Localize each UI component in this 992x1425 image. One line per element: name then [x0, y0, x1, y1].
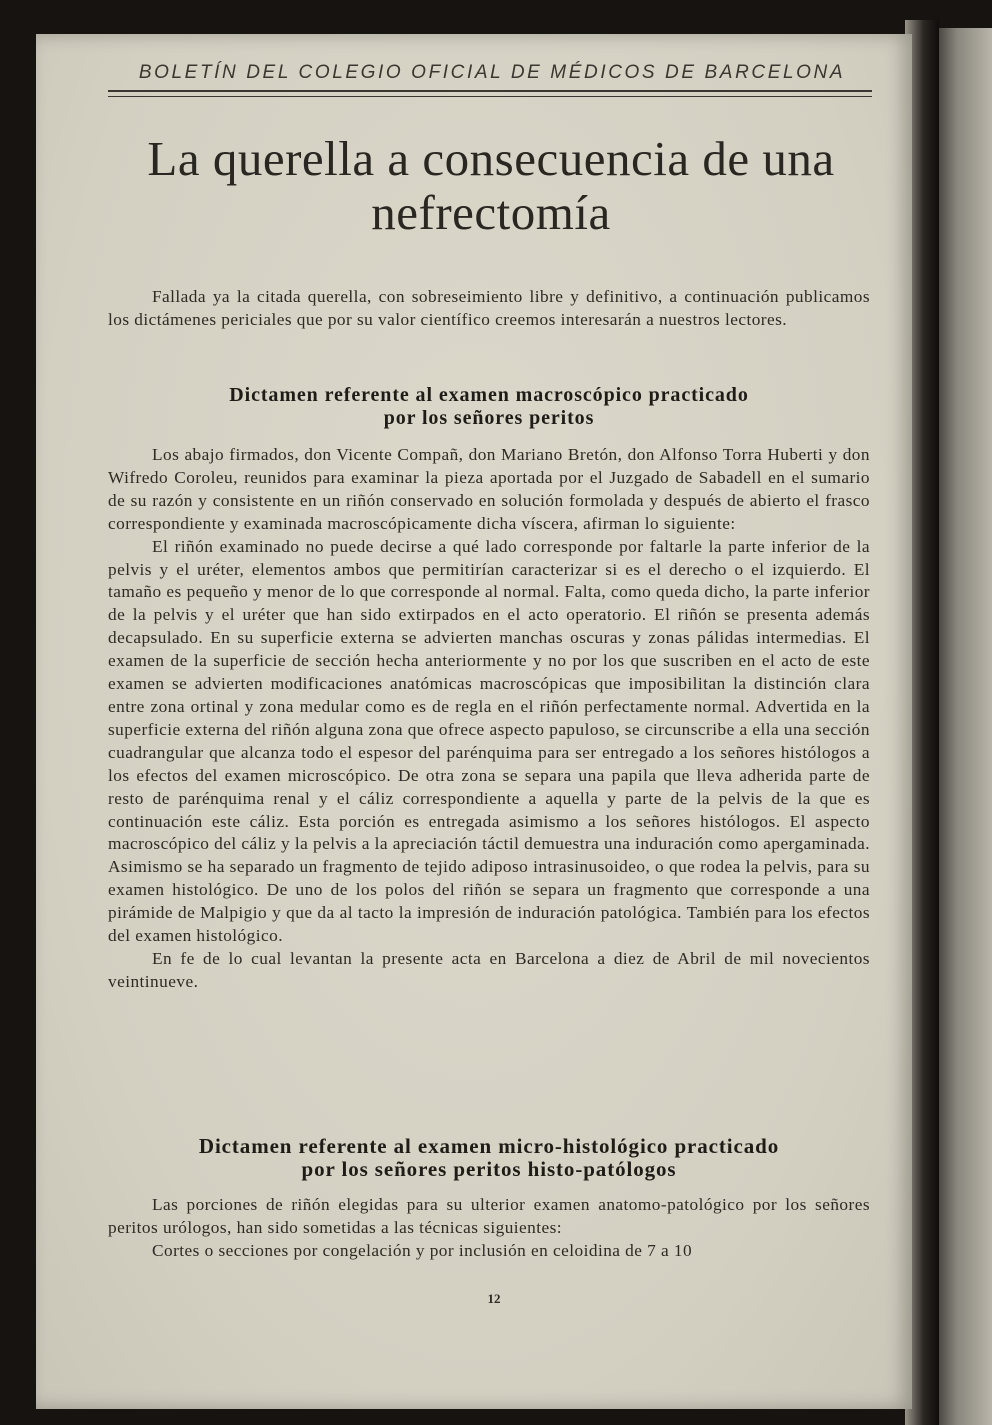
document-page: [36, 34, 912, 1409]
facing-page-edge: [934, 28, 992, 1425]
paragraph: El riñón examinado no puede decirse a qué lado corresponde por faltarle la parte inferior de la pelvis y el uréter, elementos ambos que permitirían caracterizar si es el derecho o el izquierdo. El tamaño es pequeño y menor de lo que corresponde al normal. Falta, como queda dicho, la parte inferior de la pelvis y el uréter que han sido extirpados en el acto operatorio. El riñón se presenta además decapsulado. En su superficie externa se advierten manchas oscuras y zonas pálidas intermedias. El examen de la superficie de sección hecha anteriormente y no por los que suscriben en el acto de este examen se advierten modificaciones anatómicas macroscópicas que imposibilitan la distinción clara entre zona ortinal y zona medular como es de regla en el riñón perfectamente normal. Advertida en la superficie externa del riñón alguna zona que ofrece aspecto papuloso, se circunscribe a ella una sección cuadrangular que alcanza todo el espesor del parénquima para ser entregado a los señores histólogos a los efectos del examen microscópico. De otra zona se separa una papila que lleva adherida parte de resto de parénquima renal y el cáliz correspondiente a aquella y parte de la pelvis de la que es continuación este cáliz. Esta porción es entregada asimismo a los señores histólogos. El aspecto macroscópico del cáliz y la pelvis a la apreciación táctil demuestra una induración como apergaminada. Asimismo se ha separado un fragmento de tejido adiposo intrasinusoideo, o que rodea la pelvis, para su examen histológico. De uno de los polos del riñón se separa un fragmento que corresponde a una pirámide de Malpigio y que da al tacto la impresión de induración patológica. También para los efectos del examen histológico.: [108, 536, 870, 946]
intro-text: Fallada ya la citada querella, con sobreseimiento libre y definitivo, a continuación publicamos los dictámenes periciales que por su valor científico creemos interesarán a nuestros lectores.: [108, 287, 870, 329]
section-heading-histologic: [104, 1135, 874, 1181]
section-heading-macroscopic: [104, 384, 874, 430]
heading-line-1: Dictamen referente al examen macroscópico practicado: [229, 384, 749, 406]
page-number: 12: [487, 1291, 501, 1306]
title-line-2: nefrectomía: [371, 185, 611, 240]
header-rule: [108, 90, 872, 92]
section-body-histologic: [108, 1194, 870, 1263]
heading-line-1: Dictamen referente al examen micro-histológico practicado: [198, 1134, 780, 1158]
header-rule-thin: [108, 96, 872, 97]
paragraph: En fe de lo cual levantan la presente acta en Barcelona a diez de Abril de mil novecientos veintinueve.: [108, 948, 870, 991]
article-title: [96, 132, 886, 240]
paragraph: Los abajo firmados, don Vicente Compañ, don Mariano Bretón, don Alfonso Torra Huberti y don Wifredo Coroleu, reunidos para examinar la pieza aportada por el Juzgado de Sabadell en el sumario de su razón y consistente en un riñón conservado en solución formolada y después de abierto el frasco correspondiente y examinada macroscópicamente dicha víscera, afirman lo siguiente:: [108, 445, 870, 533]
paragraph: Las porciones de riñón elegidas para su ulterior examen anatomo-patológico por los señores peritos urólogos, han sido sometidas a las técnicas siguientes:: [108, 1195, 870, 1237]
running-header: BOLETÍN DEL COLEGIO OFICIAL DE MÉDICOS DE BARCELONA: [138, 62, 846, 83]
heading-line-2: por los señores peritos: [383, 407, 595, 429]
paragraph: Cortes o secciones por congelación y por inclusión en celoidina de 7 a 10: [152, 1240, 693, 1260]
intro-paragraph: [108, 286, 870, 332]
heading-line-2: por los señores peritos histo-patólogos: [301, 1157, 677, 1181]
title-line-1: La querella a consecuencia de una: [147, 131, 835, 186]
section-body-macroscopic: [108, 444, 870, 994]
